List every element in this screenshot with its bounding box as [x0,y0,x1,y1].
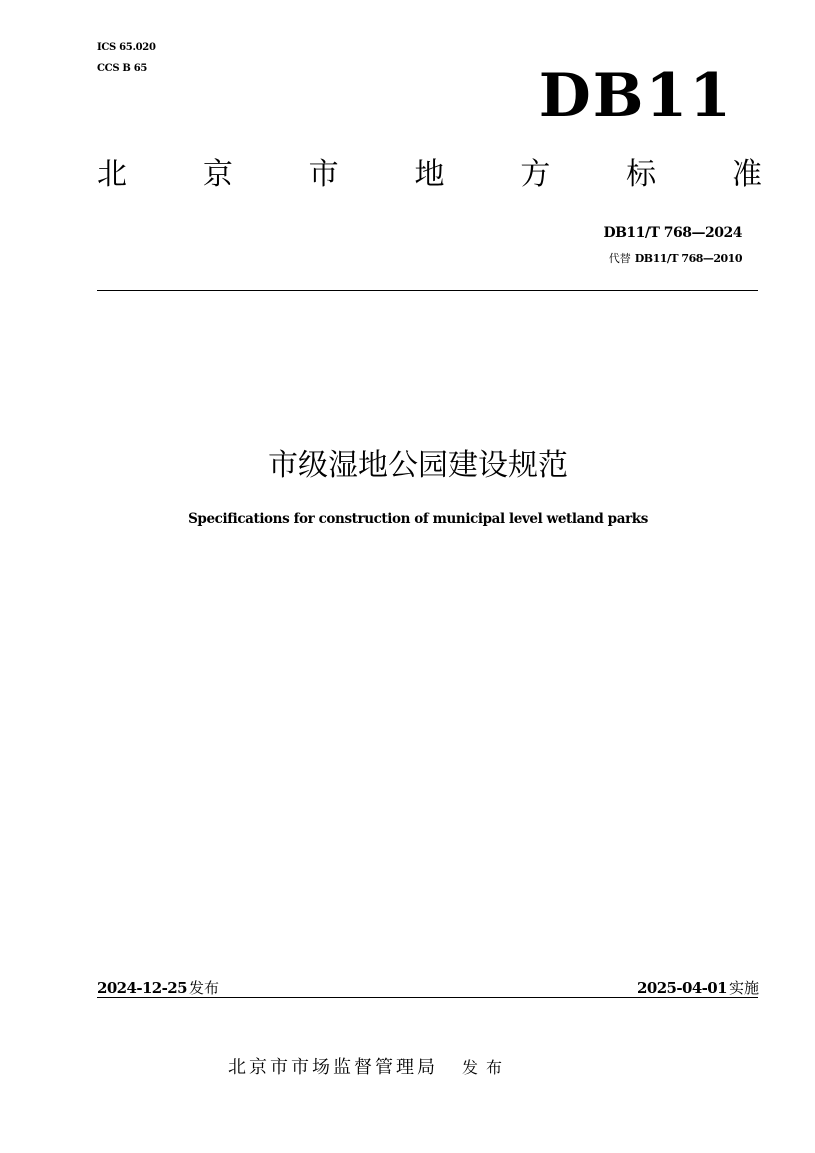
standard-type-char: 北 [97,157,127,192]
implementation-date-value: 2025-04-01 [637,979,727,997]
implementation-date-label: 实施 [728,979,759,997]
standard-type-char: 地 [414,157,445,192]
document-title-chinese: 市级湿地公园建设规范 [268,448,568,483]
standard-type-char: 京 [202,157,233,192]
db11-logo: DB11 [538,61,733,131]
replaced-standard-code: DB11/T 768—2010 [634,252,742,265]
replaces-prefix: 代替 [608,252,631,265]
ics-code: ICS 65.020 [97,42,156,53]
implementation-date [637,977,759,998]
standard-type-char: 准 [731,157,762,192]
replaces-line [609,250,742,266]
issuer-name: 北京市市场监督管理局 [228,1057,438,1078]
standard-type-char: 市 [308,157,339,192]
ccs-code: CCS B 65 [97,63,148,74]
issue-date-value: 2024-12-25 [97,979,187,997]
issue-date [97,977,219,998]
bottom-divider [97,997,758,998]
issuer-suffix: 发布 [462,1058,511,1077]
standard-number: DB11/T 768—2024 [603,225,742,241]
issuer-line [228,1053,510,1079]
standard-type-heading [97,157,762,192]
top-divider [97,290,758,291]
standard-type-char: 方 [520,157,551,192]
document-title-english: Specifications for construction of municipal level wetland parks [188,511,648,527]
standard-type-char: 标 [626,157,657,192]
issue-date-label: 发布 [188,979,219,997]
